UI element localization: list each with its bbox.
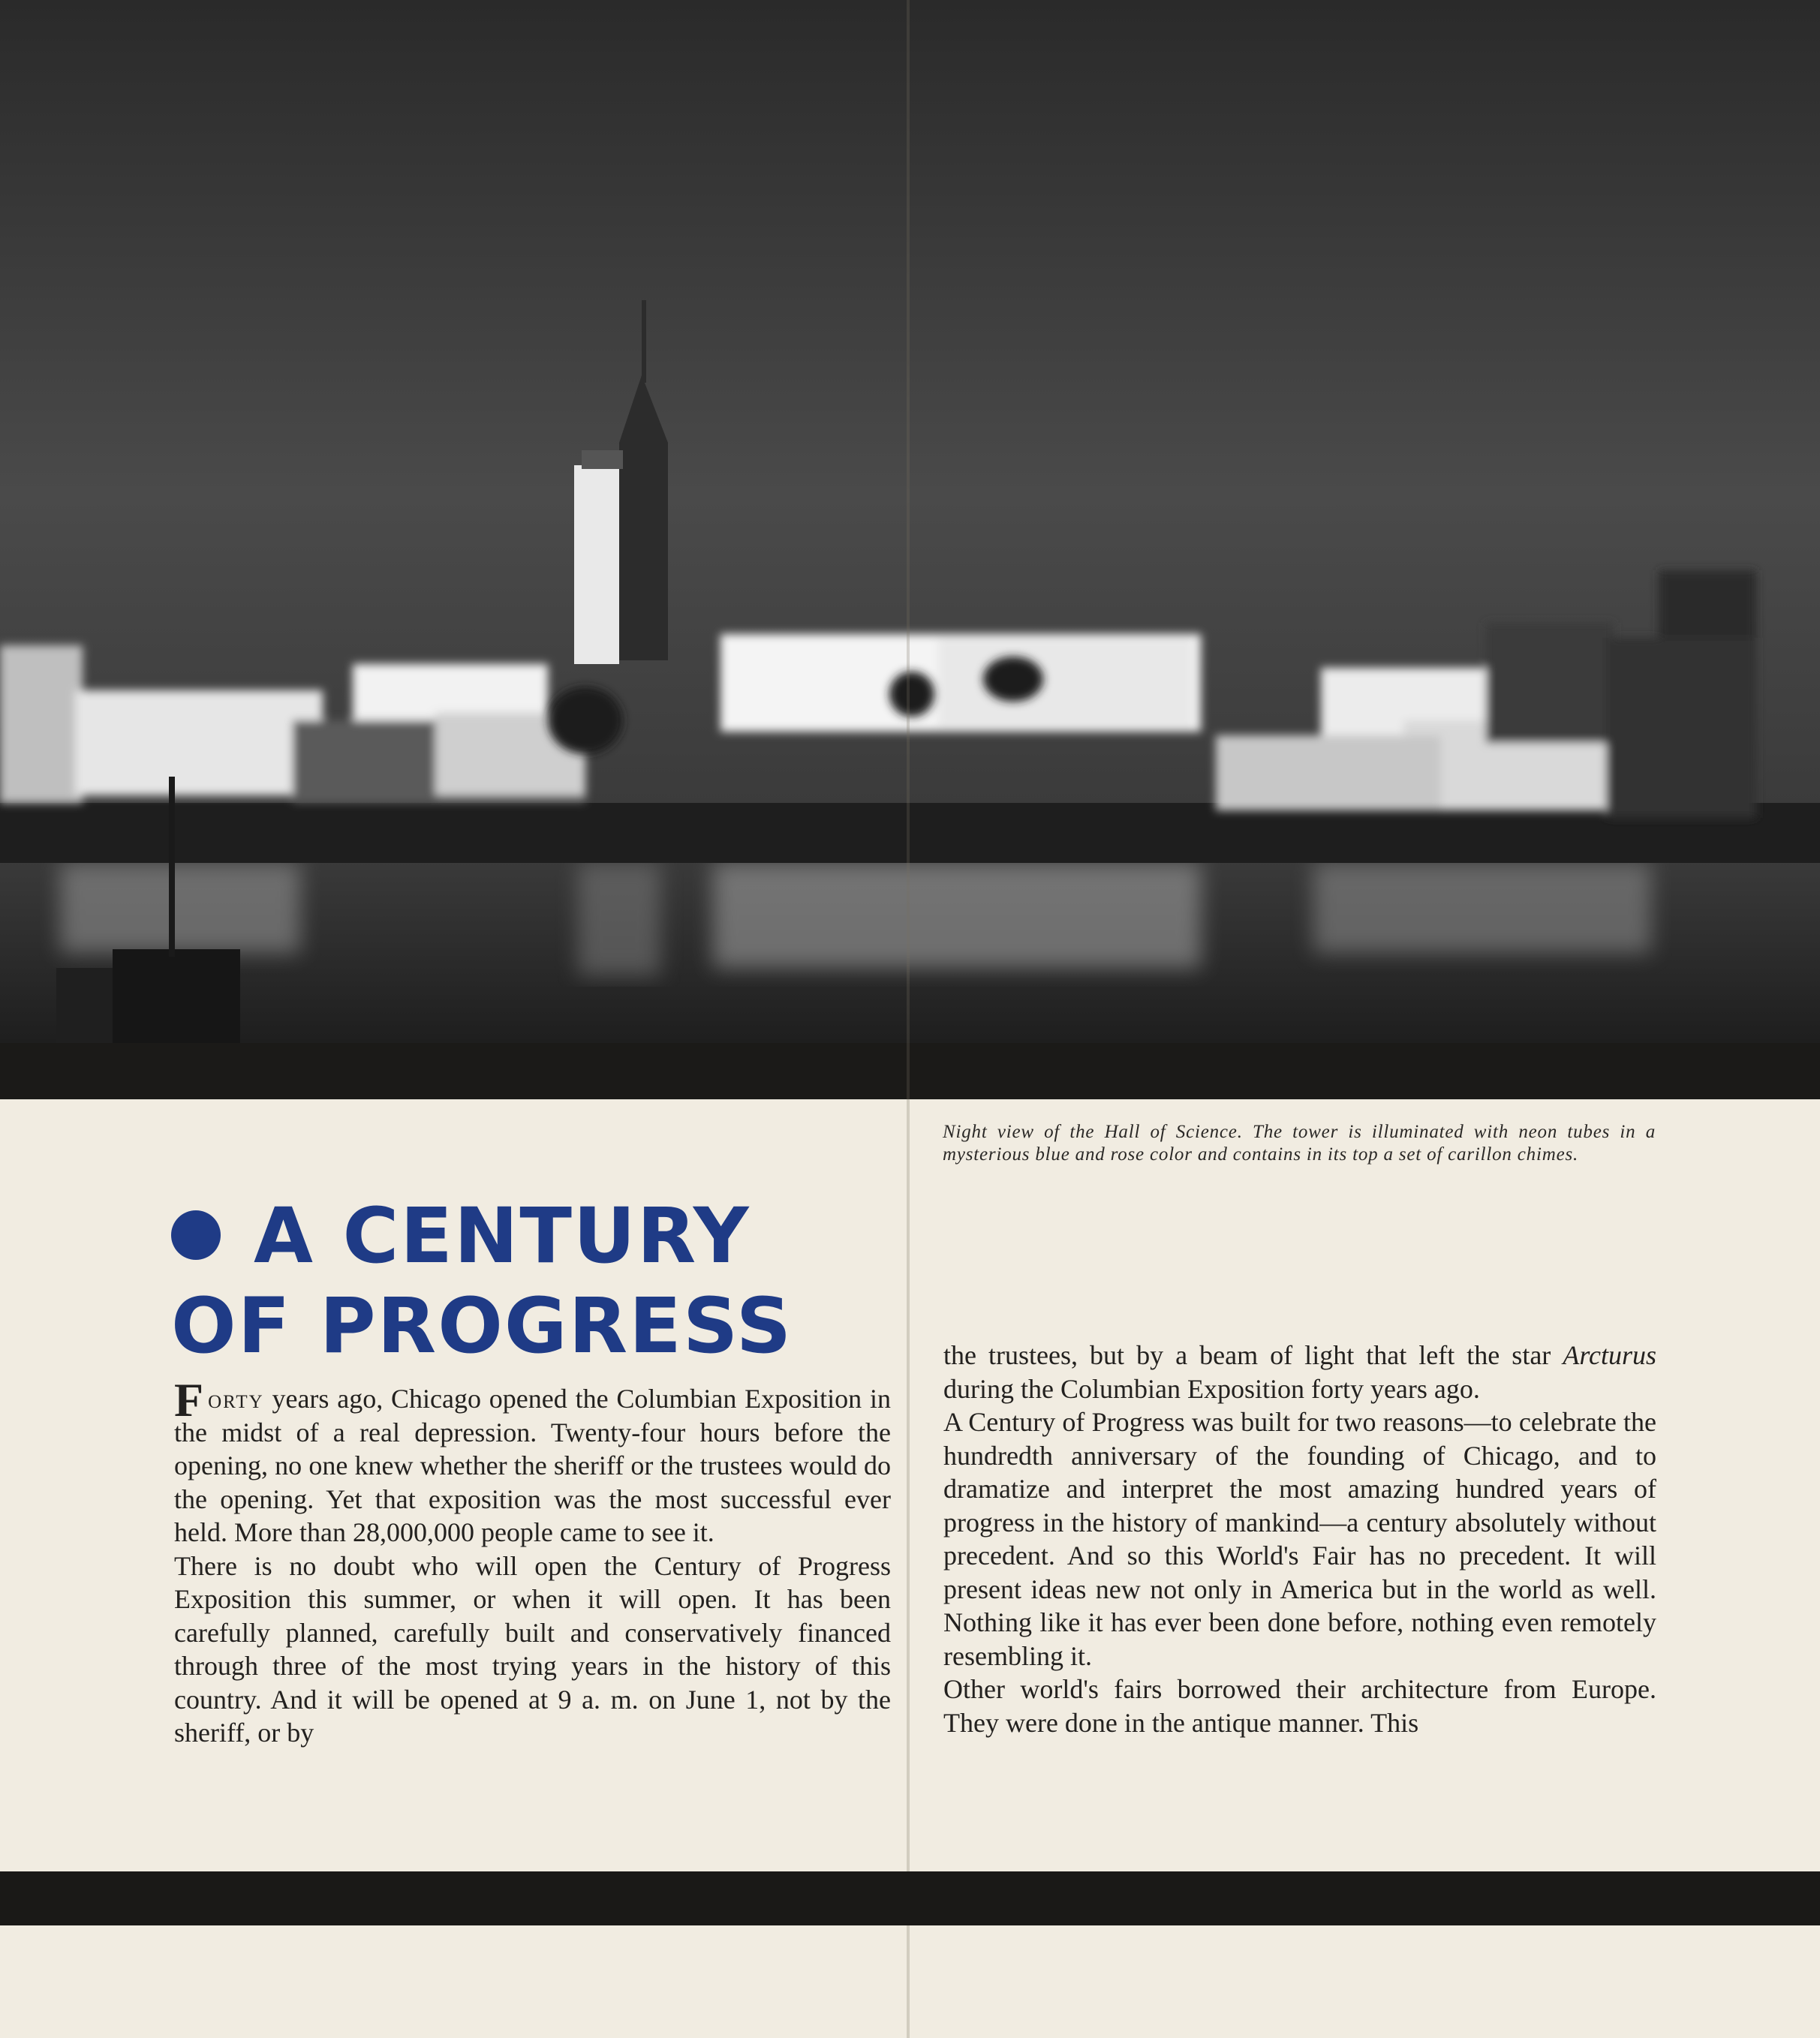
right-paragraph-3: Other world's fairs borrowed their architecture from Europe. They were done in the antique manner. This bbox=[943, 1674, 1656, 1738]
title-line-2: OF PROGRESS bbox=[171, 1282, 793, 1371]
right-paragraph-2: A Century of Progress was built for two reasons—to celebrate the hundredth anniversary of the founding of Chicago, and to dramatize and interpret the most amazing hundred years of progress in the history of mankind—a century absolutely without precedent. And so this World's Fair has no precedent. It will present ideas new not only in America but in the world as well. Nothing like it has ever been done before, nothing even remotely resembling it. bbox=[943, 1407, 1656, 1671]
small-caps-text: orty bbox=[208, 1384, 264, 1414]
title-line-1: A CENTURY bbox=[171, 1192, 847, 1282]
photo-caption: Night view of the Hall of Science. The tower is illuminated with neon tubes in a mysterious blue and rose color and contains in its top a set of carillon chimes. bbox=[943, 1122, 1656, 1165]
left-paragraph-2: There is no doubt who will open the Century of Progress Exposition this summer, or when it will open. It has been carefully planned, carefully built and conservatively financed through three of the most trying years in the history of this country. And it will be opened at 9 a. m. on June 1, not by the sheriff, or by bbox=[174, 1550, 891, 1748]
page-fold bbox=[907, 0, 910, 2038]
bottom-black-bar bbox=[0, 1871, 1820, 1925]
right-paragraph-1: the trustees, but by a beam of light that left the star Arcturus during the Columbian Exposition forty years ago. bbox=[943, 1340, 1656, 1404]
page-title bbox=[171, 1192, 847, 1372]
drop-cap: F bbox=[174, 1373, 204, 1426]
right-column bbox=[943, 1339, 1656, 1739]
left-paragraph-1: Forty years ago, Chicago opened the Columbian Exposition in the midst of a real depression. Twenty-four hours before the opening, no one knew whether the sheriff or the trustees would do the opening. Yet that exposition was the most successful ever held. More than 28,000,000 people came to see it. bbox=[174, 1373, 891, 1547]
star-name: Arcturus bbox=[1563, 1340, 1656, 1370]
bullet-dot-icon bbox=[171, 1210, 221, 1260]
left-column bbox=[174, 1373, 891, 1750]
